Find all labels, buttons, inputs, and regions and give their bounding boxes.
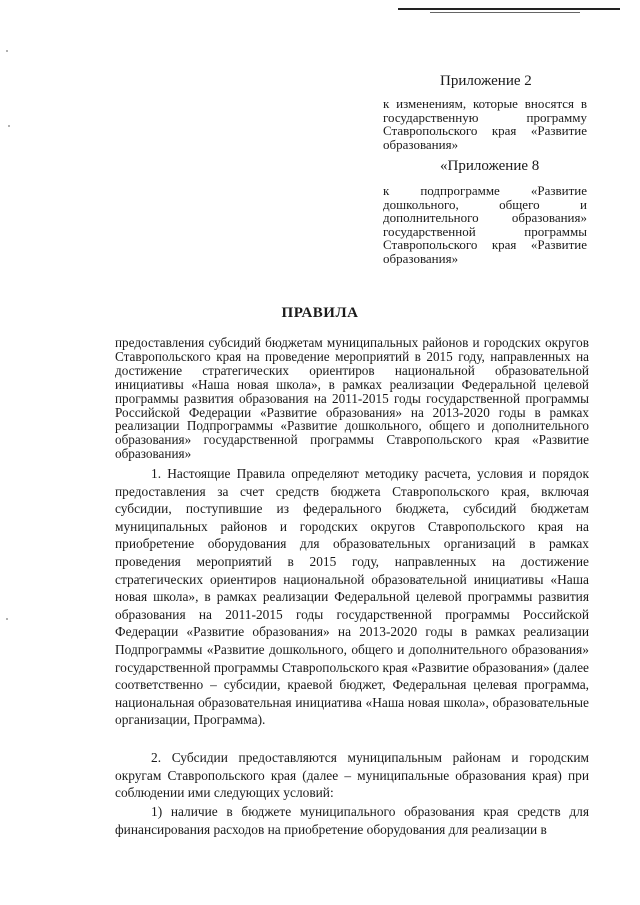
header-rule-thin: [430, 12, 580, 13]
appendix-title-2: «Приложение 8: [440, 158, 540, 174]
header-rule: [398, 8, 620, 10]
appendix-subtitle: к изменениям, которые вносятся в государственную программу Ставропольского края «Развитие образования»: [383, 96, 587, 152]
scan-speck: [6, 50, 8, 52]
appendix-title: Приложение 2: [440, 73, 532, 89]
paragraph-2: 2. Субсидии предоставляются муниципальным районам и городским округам Ставропольского края (далее – муниципальные образования края) при соблюдении ими следующих условий:: [115, 750, 589, 801]
document-title: ПРАВИЛА: [281, 305, 359, 321]
paragraph-1: 1. Настоящие Правила определяют методику расчета, условия и порядок предоставления за счет средств бюджета Ставропольского края, включая субсидии, поступившие из федерального бюджета, субсидий бюджетам муниципальных районов и городских округов Ставропольского края на приобретение оборудования для образовательных организаций в рамках проведения мероприятий в 2015 году, направленных на достижение стратегических ориентиров национальной образовательной инициативы «Наша новая школа», в рамках реализации Федеральной целевой программы развития образования на 2011-2015 годы государственной программы Российской Федерации «Развитие образования» на 2013-2020 годы в рамках реализации Подпрограммы «Развитие дошкольного, общего и дополнительного образования» государственной программы Ставропольского края «Развитие образования» (далее соответственно – субсидии, краевой бюджет, Федеральная целевая программа, национальная образовательная инициатива «Наша новая школа», образовательные организации, Программа).: [115, 466, 589, 728]
scan-speck: [8, 125, 10, 127]
document-title-description: предоставления субсидий бюджетам муниципальных районов и городских округов Ставропольского края на проведение мероприятий в 2015 году, направленных на достижение стратегических ориентиров национальной образовательной инициативы «Наша новая школа», в рамках реализации Федеральной целевой программы развития образования на 2011-2015 годы государственной программы Российской Федерации «Развитие образования» на 2013-2020 годы в рамках реализации Подпрограммы «Развитие дошкольного, общего и дополнительного образования» государственной программы Ставропольского края «Развитие образования»: [115, 335, 589, 462]
appendix-subtitle-2: к подпрограмме «Развитие дошкольного, общего и дополнительного образования» государственной программы Ставропольского края «Развитие образования»: [383, 183, 587, 266]
paragraph-3: 1) наличие в бюджете муниципального образования края средств для финансирования расходов на приобретение оборудования для реализации в: [115, 804, 589, 837]
scan-speck: [6, 618, 8, 620]
